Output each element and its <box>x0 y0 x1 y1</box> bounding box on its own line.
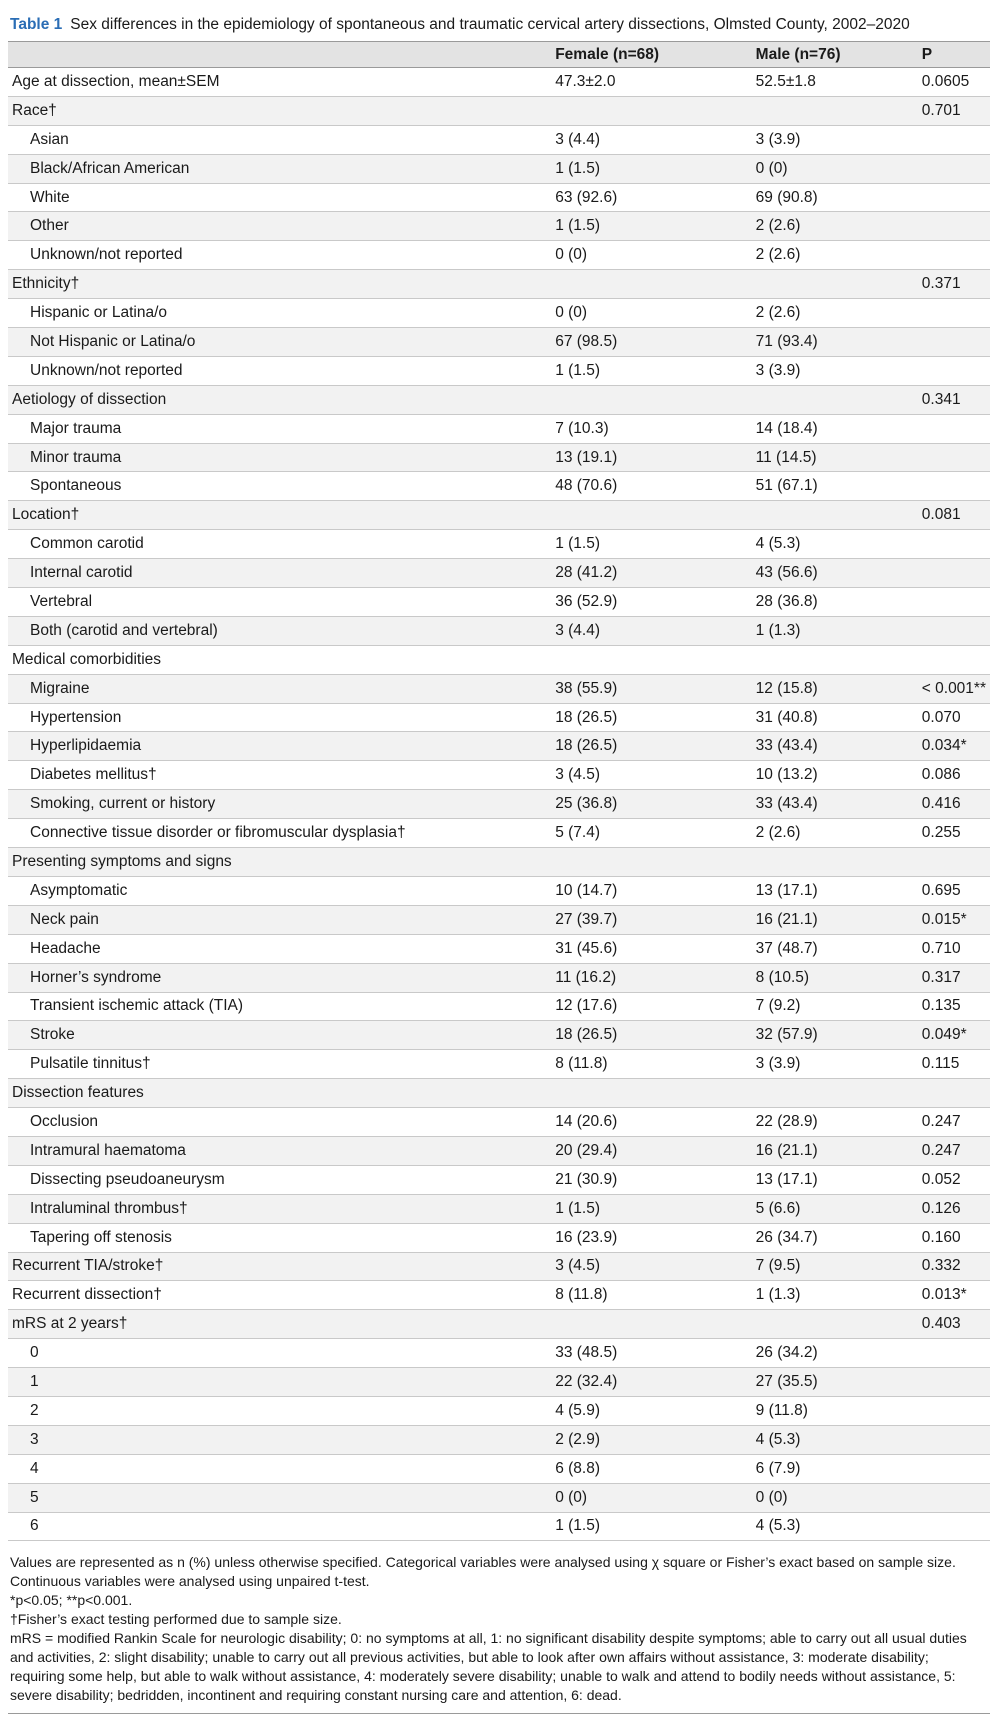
p-value <box>918 848 990 877</box>
row-label: Migraine <box>8 674 551 703</box>
male-value <box>752 96 918 125</box>
male-value: 33 (43.4) <box>752 790 918 819</box>
row-label: Presenting symptoms and signs <box>8 848 551 877</box>
female-value: 5 (7.4) <box>551 819 751 848</box>
table-row <box>8 1165 990 1194</box>
male-value: 2 (2.6) <box>752 299 918 328</box>
p-value: 0.247 <box>918 1108 990 1137</box>
p-value <box>918 1483 990 1512</box>
row-label: Common carotid <box>8 530 551 559</box>
female-value: 63 (92.6) <box>551 183 751 212</box>
male-value: 13 (17.1) <box>752 876 918 905</box>
table-row <box>8 616 990 645</box>
female-value: 0 (0) <box>551 1483 751 1512</box>
male-value <box>752 501 918 530</box>
p-value <box>918 530 990 559</box>
male-value: 4 (5.3) <box>752 1425 918 1454</box>
female-value: 18 (26.5) <box>551 1021 751 1050</box>
male-value: 2 (2.6) <box>752 819 918 848</box>
footnote: †Fisher’s exact testing performed due to sample size. <box>10 1611 342 1628</box>
female-value: 11 (16.2) <box>551 963 751 992</box>
p-value: < 0.001** <box>918 674 990 703</box>
male-value: 12 (15.8) <box>752 674 918 703</box>
male-value: 69 (90.8) <box>752 183 918 212</box>
p-value: 0.086 <box>918 761 990 790</box>
male-value: 3 (3.9) <box>752 1050 918 1079</box>
female-value: 8 (11.8) <box>551 1050 751 1079</box>
table-row <box>8 992 990 1021</box>
p-value <box>918 299 990 328</box>
female-value: 27 (39.7) <box>551 905 751 934</box>
table-row <box>8 588 990 617</box>
female-value: 48 (70.6) <box>551 472 751 501</box>
p-value <box>918 212 990 241</box>
table-row <box>8 68 990 97</box>
table-row <box>8 732 990 761</box>
male-value: 3 (3.9) <box>752 356 918 385</box>
table-row <box>8 530 990 559</box>
table-row <box>8 1281 990 1310</box>
row-label: 6 <box>8 1512 551 1541</box>
p-value: 0.070 <box>918 703 990 732</box>
female-value: 25 (36.8) <box>551 790 751 819</box>
p-value <box>918 183 990 212</box>
row-label: Unknown/not reported <box>8 241 551 270</box>
table-row <box>8 761 990 790</box>
table-row <box>8 963 990 992</box>
male-value: 0 (0) <box>752 154 918 183</box>
male-value: 1 (1.3) <box>752 616 918 645</box>
male-value: 3 (3.9) <box>752 125 918 154</box>
table-title: Sex differences in the epidemiology of spontaneous and traumatic cervical artery dissections, Olmsted County, 2002–2020 <box>70 16 910 33</box>
table-row <box>8 125 990 154</box>
row-label: Minor trauma <box>8 443 551 472</box>
row-label: Tapering off stenosis <box>8 1223 551 1252</box>
male-value <box>752 1079 918 1108</box>
female-value: 14 (20.6) <box>551 1108 751 1137</box>
row-label: 1 <box>8 1368 551 1397</box>
male-value <box>752 645 918 674</box>
table-row <box>8 1021 990 1050</box>
female-value: 4 (5.9) <box>551 1396 751 1425</box>
row-label: Recurrent dissection† <box>8 1281 551 1310</box>
row-label: 3 <box>8 1425 551 1454</box>
p-value: 0.015* <box>918 905 990 934</box>
male-value <box>752 1310 918 1339</box>
table-row <box>8 1454 990 1483</box>
female-value: 0 (0) <box>551 299 751 328</box>
p-value <box>918 1079 990 1108</box>
row-label: Smoking, current or history <box>8 790 551 819</box>
table-row <box>8 876 990 905</box>
row-label: Unknown/not reported <box>8 356 551 385</box>
p-value <box>918 1396 990 1425</box>
table-row <box>8 819 990 848</box>
p-value: 0.710 <box>918 934 990 963</box>
male-value <box>752 270 918 299</box>
female-value: 20 (29.4) <box>551 1136 751 1165</box>
row-label: Dissection features <box>8 1079 551 1108</box>
table-row <box>8 328 990 357</box>
row-label: 4 <box>8 1454 551 1483</box>
table-row <box>8 154 990 183</box>
female-value <box>551 270 751 299</box>
table-footnotes <box>8 1541 986 1705</box>
p-value: 0.341 <box>918 385 990 414</box>
p-value: 0.160 <box>918 1223 990 1252</box>
p-value: 0.013* <box>918 1281 990 1310</box>
female-value: 1 (1.5) <box>551 1512 751 1541</box>
table-row <box>8 96 990 125</box>
p-value: 0.403 <box>918 1310 990 1339</box>
male-value: 22 (28.9) <box>752 1108 918 1137</box>
footnote: *p<0.05; **p<0.001. <box>10 1592 133 1609</box>
table-row <box>8 241 990 270</box>
female-value: 6 (8.8) <box>551 1454 751 1483</box>
p-value <box>918 125 990 154</box>
female-value: 22 (32.4) <box>551 1368 751 1397</box>
header-male: Male (n=76) <box>752 42 918 68</box>
p-value <box>918 1425 990 1454</box>
male-value: 9 (11.8) <box>752 1396 918 1425</box>
table-row <box>8 1310 990 1339</box>
row-label: Dissecting pseudoaneurysm <box>8 1165 551 1194</box>
table-row <box>8 905 990 934</box>
row-label: Neck pain <box>8 905 551 934</box>
male-value: 71 (93.4) <box>752 328 918 357</box>
p-value <box>918 1368 990 1397</box>
male-value: 26 (34.7) <box>752 1223 918 1252</box>
table-row <box>8 212 990 241</box>
female-value: 3 (4.4) <box>551 125 751 154</box>
female-value: 28 (41.2) <box>551 559 751 588</box>
row-label: Major trauma <box>8 414 551 443</box>
female-value: 1 (1.5) <box>551 1194 751 1223</box>
male-value: 32 (57.9) <box>752 1021 918 1050</box>
male-value: 4 (5.3) <box>752 1512 918 1541</box>
table-row <box>8 559 990 588</box>
female-value: 33 (48.5) <box>551 1339 751 1368</box>
female-value: 1 (1.5) <box>551 212 751 241</box>
row-label: Pulsatile tinnitus† <box>8 1050 551 1079</box>
p-value <box>918 616 990 645</box>
p-value <box>918 154 990 183</box>
p-value: 0.255 <box>918 819 990 848</box>
p-value: 0.371 <box>918 270 990 299</box>
row-label: Hispanic or Latina/o <box>8 299 551 328</box>
table-label: Table 1 <box>10 16 63 33</box>
male-value: 0 (0) <box>752 1483 918 1512</box>
female-value <box>551 501 751 530</box>
female-value: 1 (1.5) <box>551 530 751 559</box>
male-value: 26 (34.2) <box>752 1339 918 1368</box>
female-value: 36 (52.9) <box>551 588 751 617</box>
row-label: Ethnicity† <box>8 270 551 299</box>
male-value: 33 (43.4) <box>752 732 918 761</box>
data-table <box>8 41 990 1541</box>
row-label: Asian <box>8 125 551 154</box>
male-value: 11 (14.5) <box>752 443 918 472</box>
male-value: 28 (36.8) <box>752 588 918 617</box>
row-label: Transient ischemic attack (TIA) <box>8 992 551 1021</box>
table-row <box>8 414 990 443</box>
row-label: Hypertension <box>8 703 551 732</box>
row-label: Location† <box>8 501 551 530</box>
female-value: 21 (30.9) <box>551 1165 751 1194</box>
p-value <box>918 588 990 617</box>
female-value: 13 (19.1) <box>551 443 751 472</box>
p-value <box>918 645 990 674</box>
row-label: Stroke <box>8 1021 551 1050</box>
p-value <box>918 328 990 357</box>
row-label: Diabetes mellitus† <box>8 761 551 790</box>
female-value <box>551 96 751 125</box>
row-label: Medical comorbidities <box>8 645 551 674</box>
row-label: 2 <box>8 1396 551 1425</box>
row-label: Headache <box>8 934 551 963</box>
row-label: Both (carotid and vertebral) <box>8 616 551 645</box>
female-value <box>551 645 751 674</box>
p-value: 0.081 <box>918 501 990 530</box>
row-label: Occlusion <box>8 1108 551 1137</box>
table-row <box>8 270 990 299</box>
table-row <box>8 703 990 732</box>
table-row <box>8 1396 990 1425</box>
p-value: 0.135 <box>918 992 990 1021</box>
female-value: 18 (26.5) <box>551 703 751 732</box>
p-value <box>918 241 990 270</box>
p-value: 0.701 <box>918 96 990 125</box>
table-row <box>8 674 990 703</box>
row-label: Age at dissection, mean±SEM <box>8 68 551 97</box>
female-value <box>551 848 751 877</box>
row-label: 5 <box>8 1483 551 1512</box>
p-value <box>918 559 990 588</box>
table-row <box>8 934 990 963</box>
p-value <box>918 472 990 501</box>
row-label: Connective tissue disorder or fibromuscular dysplasia† <box>8 819 551 848</box>
footnote: mRS = modified Rankin Scale for neurologic disability; 0: no symptoms at all, 1: no significant disability despite symptoms; able to carry out all usual duties and activities, 2: slight disability; unable to carry out all previous activities, but able to look after own affairs without assistance, 3: moderate disability; requiring some help, but able to walk without assistance, 4: moderately severe disability; unable to walk and attend to bodily needs without assistance, 5: severe disability; bedridden, incontinent and requiring constant nursing care and attention, 6: dead. <box>10 1630 967 1704</box>
row-label: Intraluminal thrombus† <box>8 1194 551 1223</box>
table-row <box>8 299 990 328</box>
p-value: 0.034* <box>918 732 990 761</box>
table-row <box>8 443 990 472</box>
row-label: mRS at 2 years† <box>8 1310 551 1339</box>
row-label: Intramural haematoma <box>8 1136 551 1165</box>
male-value: 27 (35.5) <box>752 1368 918 1397</box>
p-value: 0.052 <box>918 1165 990 1194</box>
p-value <box>918 1454 990 1483</box>
male-value: 4 (5.3) <box>752 530 918 559</box>
male-value: 51 (67.1) <box>752 472 918 501</box>
table-body <box>8 68 990 1541</box>
male-value: 8 (10.5) <box>752 963 918 992</box>
p-value: 0.0605 <box>918 68 990 97</box>
p-value: 0.115 <box>918 1050 990 1079</box>
female-value: 10 (14.7) <box>551 876 751 905</box>
female-value: 47.3±2.0 <box>551 68 751 97</box>
row-label: Other <box>8 212 551 241</box>
table-row <box>8 1339 990 1368</box>
table-row <box>8 1223 990 1252</box>
female-value: 38 (55.9) <box>551 674 751 703</box>
p-value: 0.049* <box>918 1021 990 1050</box>
row-label: Race† <box>8 96 551 125</box>
p-value <box>918 356 990 385</box>
female-value <box>551 1079 751 1108</box>
p-value: 0.126 <box>918 1194 990 1223</box>
table-row <box>8 385 990 414</box>
female-value: 8 (11.8) <box>551 1281 751 1310</box>
header-p-value: P <box>918 42 990 68</box>
table-row <box>8 183 990 212</box>
male-value: 16 (21.1) <box>752 1136 918 1165</box>
header-female: Female (n=68) <box>551 42 751 68</box>
row-label: Horner’s syndrome <box>8 963 551 992</box>
table-header-row <box>8 42 990 68</box>
row-label: Internal carotid <box>8 559 551 588</box>
male-value: 5 (6.6) <box>752 1194 918 1223</box>
footnote: Values are represented as n (%) unless otherwise specified. Categorical variables were analysed using χ square or Fisher’s exact based on sample size. Continuous variables were analysed using unpaired t-test. <box>10 1554 956 1590</box>
male-value: 13 (17.1) <box>752 1165 918 1194</box>
male-value: 10 (13.2) <box>752 761 918 790</box>
male-value: 6 (7.9) <box>752 1454 918 1483</box>
row-label: White <box>8 183 551 212</box>
row-label: Black/African American <box>8 154 551 183</box>
p-value: 0.416 <box>918 790 990 819</box>
p-value: 0.695 <box>918 876 990 905</box>
table-caption <box>8 14 990 41</box>
table-row <box>8 501 990 530</box>
p-value: 0.317 <box>918 963 990 992</box>
male-value: 43 (56.6) <box>752 559 918 588</box>
table-row <box>8 1079 990 1108</box>
table-row <box>8 790 990 819</box>
table-row <box>8 1108 990 1137</box>
female-value: 2 (2.9) <box>551 1425 751 1454</box>
row-label: Aetiology of dissection <box>8 385 551 414</box>
table-row <box>8 1483 990 1512</box>
table-row <box>8 1136 990 1165</box>
row-label: Vertebral <box>8 588 551 617</box>
p-value: 0.247 <box>918 1136 990 1165</box>
male-value <box>752 385 918 414</box>
male-value: 2 (2.6) <box>752 212 918 241</box>
female-value: 3 (4.5) <box>551 761 751 790</box>
male-value: 14 (18.4) <box>752 414 918 443</box>
male-value: 7 (9.2) <box>752 992 918 1021</box>
female-value: 1 (1.5) <box>551 154 751 183</box>
table-row <box>8 356 990 385</box>
row-label: Recurrent TIA/stroke† <box>8 1252 551 1281</box>
female-value: 12 (17.6) <box>551 992 751 1021</box>
table-row <box>8 1194 990 1223</box>
female-value: 18 (26.5) <box>551 732 751 761</box>
table-row <box>8 1252 990 1281</box>
table-row <box>8 645 990 674</box>
male-value: 16 (21.1) <box>752 905 918 934</box>
female-value: 7 (10.3) <box>551 414 751 443</box>
female-value: 3 (4.5) <box>551 1252 751 1281</box>
male-value: 37 (48.7) <box>752 934 918 963</box>
row-label: Asymptomatic <box>8 876 551 905</box>
female-value: 31 (45.6) <box>551 934 751 963</box>
male-value <box>752 848 918 877</box>
row-label: 0 <box>8 1339 551 1368</box>
p-value: 0.332 <box>918 1252 990 1281</box>
female-value: 0 (0) <box>551 241 751 270</box>
male-value: 2 (2.6) <box>752 241 918 270</box>
header-variable <box>8 42 551 68</box>
p-value <box>918 1339 990 1368</box>
table-row <box>8 1050 990 1079</box>
female-value: 16 (23.9) <box>551 1223 751 1252</box>
male-value: 7 (9.5) <box>752 1252 918 1281</box>
table-row <box>8 1425 990 1454</box>
male-value: 1 (1.3) <box>752 1281 918 1310</box>
row-label: Not Hispanic or Latina/o <box>8 328 551 357</box>
female-value: 1 (1.5) <box>551 356 751 385</box>
p-value <box>918 414 990 443</box>
female-value <box>551 1310 751 1339</box>
row-label: Hyperlipidaemia <box>8 732 551 761</box>
p-value <box>918 443 990 472</box>
male-value: 52.5±1.8 <box>752 68 918 97</box>
table-row <box>8 1512 990 1541</box>
table-row <box>8 472 990 501</box>
female-value: 3 (4.4) <box>551 616 751 645</box>
male-value: 31 (40.8) <box>752 703 918 732</box>
table-row <box>8 1368 990 1397</box>
female-value <box>551 385 751 414</box>
female-value: 67 (98.5) <box>551 328 751 357</box>
p-value <box>918 1512 990 1541</box>
table-row <box>8 848 990 877</box>
row-label: Spontaneous <box>8 472 551 501</box>
